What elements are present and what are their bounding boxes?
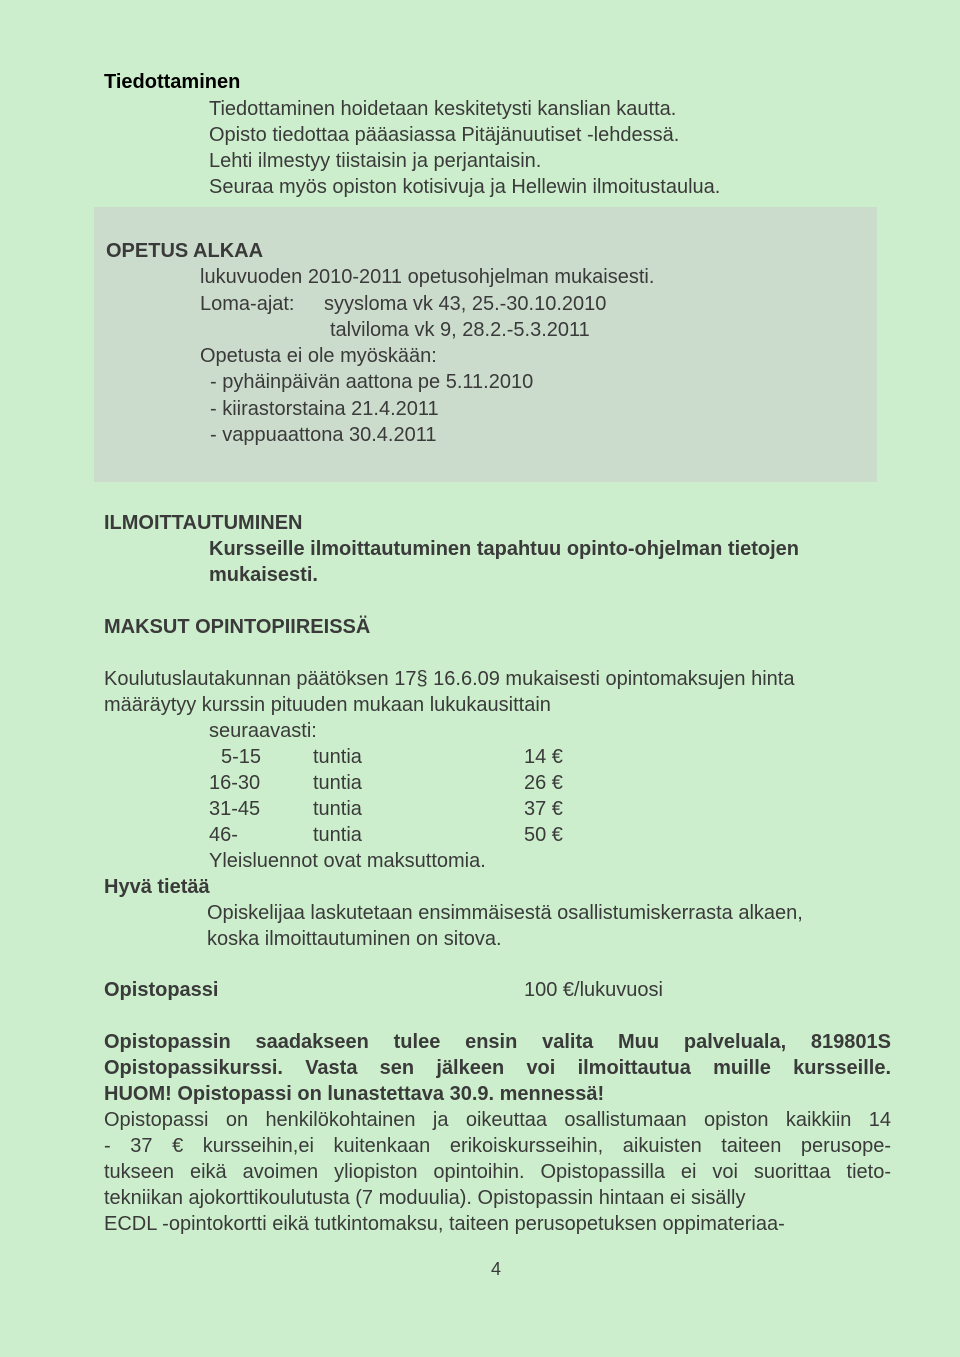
fee-unit: tuntia <box>313 746 362 768</box>
maksut-intro: seuraavasti: <box>209 720 317 742</box>
hyva-tietaa-line: koska ilmoittautuminen on sitova. <box>207 928 502 950</box>
section-heading-hyva-tietaa: Hyvä tietää <box>104 876 210 898</box>
talviloma-line: talviloma vk 9, 28.2.-5.3.2011 <box>330 319 590 341</box>
fee-price: 37 € <box>524 798 563 820</box>
fee-price: 50 € <box>524 824 563 846</box>
opistopassi-body-line: Opistopassi on henkilökohtainen ja oikeuttaa osallistumaan opiston kaikkiin 14 <box>104 1109 891 1131</box>
hyva-tietaa-line: Opiskelijaa laskutetaan ensimmäisestä osallistumiskerrasta alkaen, <box>207 902 803 924</box>
opistopassi-bold-line: Opistopassikurssi. Vasta sen jälkeen voi ilmoittautua muille kursseille. <box>104 1057 891 1079</box>
opistopassi-body-line: tukseen eikä avoimen yliopiston opintoihin. Opistopassilla ei voi suorittaa tieto- <box>104 1161 891 1183</box>
opistopassi-label: Opistopassi <box>104 979 219 1001</box>
section-heading-opetus-alkaa: OPETUS ALKAA <box>106 240 264 262</box>
holiday-item: - vappuaattona 30.4.2011 <box>210 424 437 446</box>
opistopassi-body-line: ECDL -opintokortti eikä tutkintomaksu, taiteen perusopetuksen oppimateriaa- <box>104 1213 785 1235</box>
ilmoittautuminen-line: Kursseille ilmoittautuminen tapahtuu opinto-ohjelman tietojen <box>209 538 800 560</box>
fee-unit: tuntia <box>313 772 362 794</box>
ei-opetusta-line: Opetusta ei ole myöskään: <box>200 345 437 367</box>
opistopassi-bold-line: Opistopassin saadakseen tulee ensin valita Muu palveluala, 819801S <box>104 1031 891 1053</box>
loma-label: Loma-ajat: <box>200 293 295 315</box>
holiday-item: - kiirastorstaina 21.4.2011 <box>210 398 439 420</box>
opistopassi-body-line: - 37 € kursseihin,ei kuitenkaan erikoiskursseihin, aikuisten taiteen perusope- <box>104 1135 891 1157</box>
fee-unit: tuntia <box>313 798 362 820</box>
info-line: Tiedottaminen hoidetaan keskitetysti kanslian kautta. <box>209 98 677 120</box>
fee-unit: tuntia <box>313 824 362 846</box>
syysloma-line: syysloma vk 43, 25.-30.10.2010 <box>324 293 607 315</box>
section-heading-ilmoittautuminen: ILMOITTAUTUMINEN <box>104 512 303 534</box>
fee-price: 14 € <box>524 746 563 768</box>
section-heading-tiedottaminen: Tiedottaminen <box>104 71 241 93</box>
maksut-intro: määräytyy kurssin pituuden mukaan lukukausittain <box>104 694 551 716</box>
info-line: Seuraa myös opiston kotisivuja ja Hellewin ilmoitustaulua. <box>209 176 721 198</box>
free-lectures-note: Yleisluennot ovat maksuttomia. <box>209 850 486 872</box>
fee-price: 26 € <box>524 772 563 794</box>
opistopassi-price: 100 €/lukuvuosi <box>524 979 663 1001</box>
fee-range: 5-15 <box>221 746 262 768</box>
holiday-item: - pyhäinpäivän aattona pe 5.11.2010 <box>210 371 534 393</box>
opistopassi-body-line: tekniikan ajokorttikoulutusta (7 moduulia). Opistopassin hintaan ei sisälly <box>104 1187 746 1209</box>
fee-range: 16-30 <box>209 772 261 794</box>
ilmoittautuminen-line: mukaisesti. <box>209 564 318 586</box>
opetus-line: lukuvuoden 2010-2011 opetusohjelman mukaisesti. <box>200 266 655 288</box>
page-number: 4 <box>491 1259 502 1279</box>
info-line: Opisto tiedottaa pääasiassa Pitäjänuutiset -lehdessä. <box>209 124 680 146</box>
section-heading-maksut: MAKSUT OPINTOPIIREISSÄ <box>104 616 371 638</box>
fee-range: 31-45 <box>209 798 261 820</box>
maksut-intro: Koulutuslautakunnan päätöksen 17§ 16.6.09 mukaisesti opintomaksujen hinta <box>104 668 795 690</box>
info-line: Lehti ilmestyy tiistaisin ja perjantaisin. <box>209 150 542 172</box>
opistopassi-bold-line: HUOM! Opistopassi on lunastettava 30.9. mennessä! <box>104 1083 605 1105</box>
fee-range: 46- <box>209 824 238 846</box>
